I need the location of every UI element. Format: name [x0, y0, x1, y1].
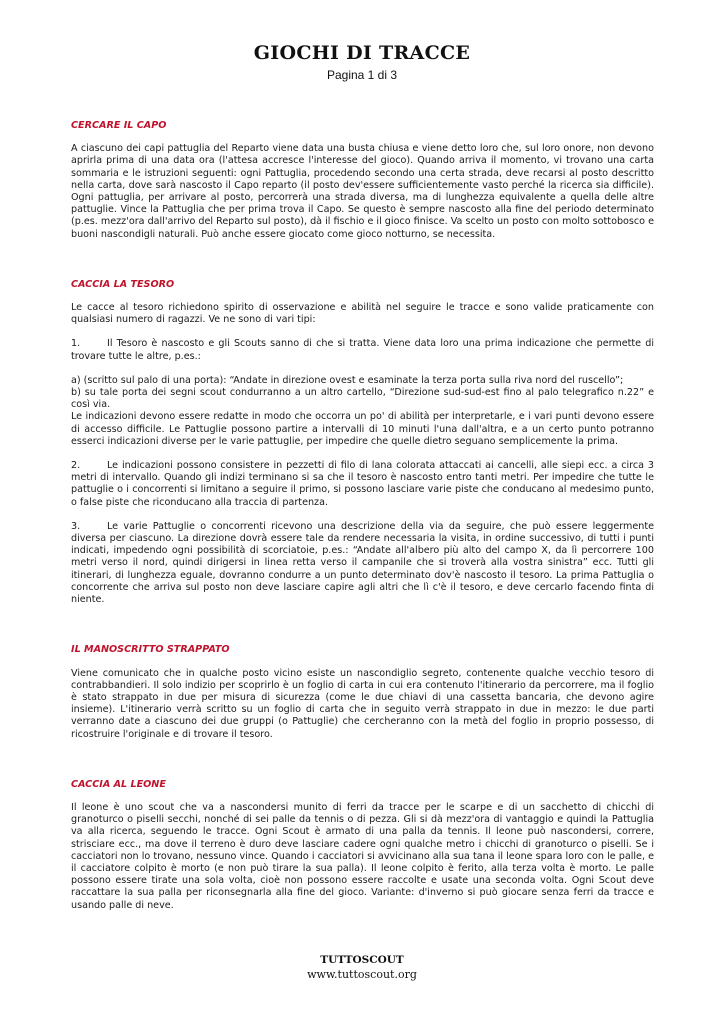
paragraph-text: Le varie Pattuglie o concorrenti ricevono una descrizione della via da seguire, che può essere leggermente diversa per ciascuno. La direzione dovrà essere tale da rendere necessaria la visita, in ordine successivo, di tutti i punti indicati, impedendo ogni possibilità di scorciatoie, p.es.: “Andate all'albero più alto del campo X, da lì percorrere 100 metri verso il nord, quindi dirigersi in linea retta verso il campanile che si troverà alla vostra sinistra” ecc. Tutti gli itinerari, di lunghezza eguale, dovranno condurre a un punto determinato dov'è nascosto il tesoro. La prima Pattuglia o concorrente che arriva sul posto non deve lasciare capire agli altri che lì c'è il tesoro, e deve cercarlo facendo finta di niente.	[71, 520, 654, 606]
numbered-paragraph-3	[71, 521, 654, 606]
page-number-label: Pagina 1 di 3	[326, 68, 398, 82]
footer-brand: TUTTOSCOUT	[320, 954, 404, 966]
paragraph: Le cacce al tesoro richiedono spirito di osservazione e abilità nel seguire le tracce e sono valide praticamente con qualsiasi numero di ragazzi. Ve ne sono di vari tipi:	[71, 302, 654, 326]
numbered-paragraph-1	[71, 338, 654, 362]
section-title-cercare-il-capo: CERCARE IL CAPO	[71, 120, 167, 131]
paragraph: a) (scritto sul palo di una porta): “Andate in direzione ovest e esaminate la terza porta sulla riva nord del ruscello”;	[71, 374, 624, 386]
section-title-caccia-al-leone: CACCIA AL LEONE	[71, 778, 166, 790]
paragraph: Le indicazioni devono essere redatte in modo che occorra un po' di abilità per interpretarle, e i vari punti devono essere di accesso difficile. Le Pattuglie possono partire a intervalli di 10 minuti l'una dall'altra, e a un certo punto potranno esserci indicazioni diverse per le varie pattuglie, per impedire che quelle dietro seguano semplicemente la prima.	[71, 411, 654, 447]
section-title-caccia-la-tesoro: CACCIA LA TESORO	[71, 278, 175, 290]
paragraph-text: Il Tesoro è nascosto e gli Scouts sanno di che si tratta. Viene data loro una prima indicazione che permette di trovare tutte le altre, p.es.:	[71, 338, 654, 362]
paragraph-text: Le indicazioni possono consistere in pezzetti di filo di lana colorata attaccati ai cancelli, alle siepi ecc. a circa 3 metri di intervallo. Quando gli indizi terminano si sa che il tesoro è nascosto entro tanti metri. Per impedire che tutte le pattuglie o i concorrenti si limitano a seguire il primo, si possono lasciare varie piste che conducano al medesimo punto, o false piste che riconducano alla traccia di partenza.	[71, 460, 654, 508]
page-footer	[0, 954, 724, 981]
section-title-il-manoscritto-strappato: IL MANOSCRITTO STRAPPATO	[71, 644, 230, 656]
document-title: GIOCHI DI TRACCE	[253, 42, 471, 64]
list-number: 3.	[71, 520, 81, 532]
numbered-paragraph-2	[71, 460, 654, 509]
paragraph: Il leone è uno scout che va a nascondersi munito di ferri da tracce per le scarpe e di un sacchetto di chicchi di granoturco o piselli secchi, nonché di sei palle da tennis o di pezza. Gli si dà mezz'ora di vantaggio e quindi la Pattuglia va alla ricerca, seguendo le tracce. Ogni Scout è armato di una palla da tennis. Il leone può nascondersi, correre, strisciare ecc., ma dove il terreno è duro deve lasciare cadere ogni qualche metro i chicchi di granoturco o piselli. Se i cacciatori non lo trovano, nessuno vince. Quando i cacciatori si avvicinano alla sua tana il leone spara loro con le palle, e il cacciatore colpito è morto (e non può tirare la sua palla). Il leone colpito è ferito, alla terza volta è morto. Le palle possono essere tirate una sola volta, cioè non possono essere raccolte e usate una seconda volta. Ogni Scout deve raccattare la sua palla per riconsegnarla alla fine del gioco. Variante: d'inverno si può giocare senza ferri da tracce e usando palle di neve.	[71, 801, 654, 911]
list-number: 2.	[71, 460, 81, 472]
footer-url: www.tuttoscout.org	[307, 968, 417, 981]
document-body	[71, 120, 654, 912]
paragraph: A ciascuno dei capi pattuglia del Reparto viene data una busta chiusa e viene detto loro che, sul loro onore, non devono aprirla prima di una data ora (l'attesa accresce l'interesse del gioco). Quando arriva il momento, vi trovano una carta sommaria e le istruzioni seguenti: ogni Pattuglia, procedendo secondo una certa strada, deve recarsi al posto descritto nella carta, dove sarà nascosto il Capo reparto (il posto dev'essere sufficientemente vasto perché la ricerca sia difficile). Ogni pattuglia, per arrivare al posto, percorrerà una strada diversa, ma di lunghezza equivalente a quella delle altre pattuglie. Vince la Pattuglia che per prima trova il Capo. Se questo è sempre nascosto alla fine del periodo determinato (p.es. mezz'ora dall'arrivo del Reparto sul posto), dà il fischio e il gioco finisce. Va scelto un posto con molto sottobosco e buoni nascondigli naturali. Può anche essere giocato come gioco notturno, se necessita.	[71, 143, 654, 240]
paragraph: Viene comunicato che in qualche posto vicino esiste un nascondiglio segreto, contenente qualche vecchio tesoro di contrabbandieri. Il solo indizio per scoprirlo è un foglio di carta in cui era contenuto l'itinerario da percorrere, ma il foglio è stato strappato in due per misura di sicurezza (come le due chiavi di una cassetta bancaria, che devono agire insieme). L'itinerario verrà scritto su un foglio di carta che in seguito verrà strappato in due in mezzo: le due parti verranno date a ciascuno dei due gruppi (o Pattuglie) che cercheranno con la metà del foglio in proprio possesso, di ricostruire l'originale e di trovare il tesoro.	[71, 667, 654, 740]
list-number: 1.	[71, 338, 81, 350]
paragraph: b) su tale porta dei segni scout condurranno a un altro cartello, “Direzione sud-sud-est fino al palo telegrafico n.22” e così via.	[71, 387, 654, 411]
